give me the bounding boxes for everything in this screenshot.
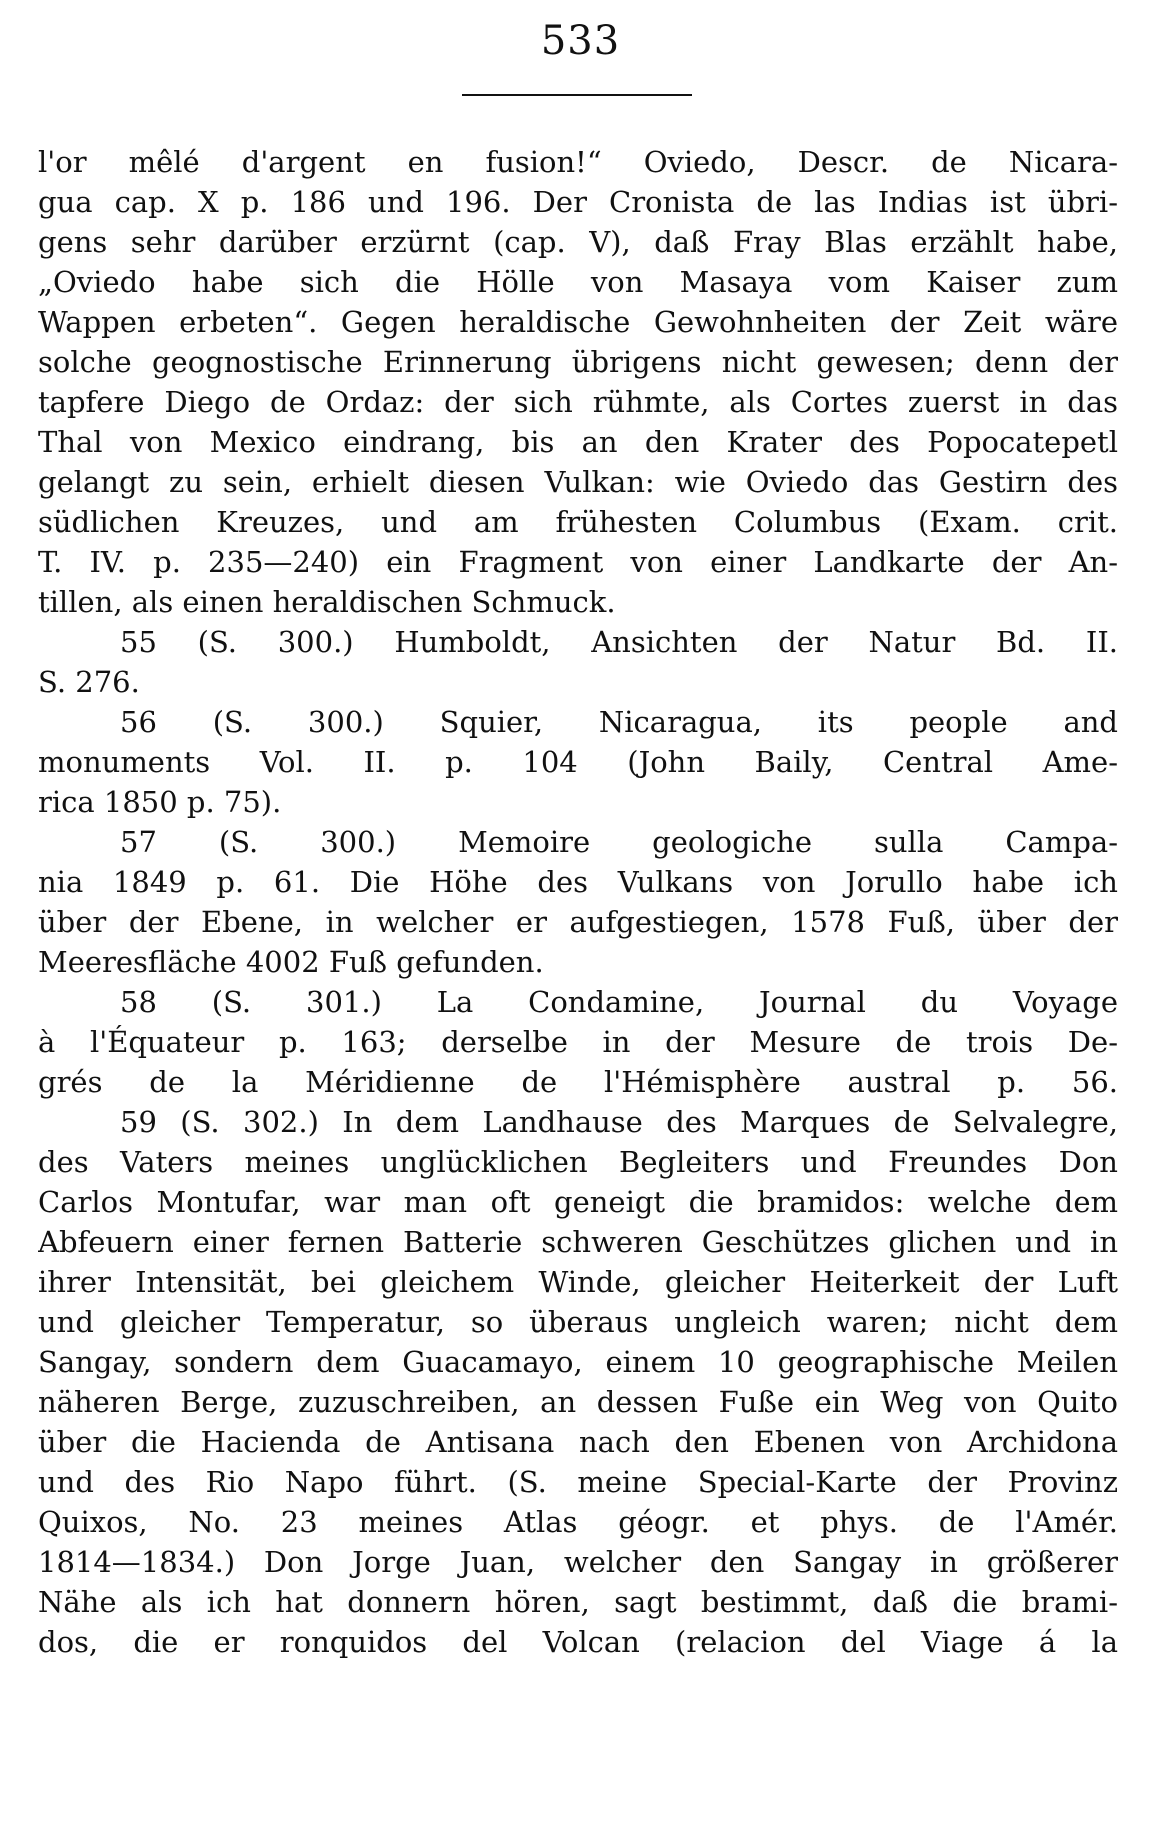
text-line: gua cap. X p. 186 und 196. Der Cronista de las Indias ist übri- xyxy=(38,185,1118,219)
text-line: ihrer Intensität, bei gleichem Winde, gleicher Heiterkeit der Luft xyxy=(38,1265,1118,1299)
footnote-55-line: 55 (S. 300.) Humboldt, Ansichten der Natur Bd. II. xyxy=(120,625,1118,659)
text-line: rica 1850 p. 75). xyxy=(38,785,282,819)
text-line: gelangt zu sein, erhielt diesen Vulkan: wie Oviedo das Gestirn des xyxy=(38,465,1118,499)
text-line: und gleicher Temperatur, so überaus ungleich waren; nicht dem xyxy=(38,1305,1118,1339)
text-line: nia 1849 p. 61. Die Höhe des Vulkans von Jorullo habe ich xyxy=(38,865,1118,899)
text-line: des Vaters meines unglücklichen Begleiters und Freundes Don xyxy=(38,1145,1118,1179)
text-line: S. 276. xyxy=(38,665,140,699)
text-line: dos, die er ronquidos del Volcan (relacion del Viage á la xyxy=(38,1625,1118,1659)
text-line: näheren Berge, zuzuschreiben, an dessen Fuße ein Weg von Quito xyxy=(38,1385,1118,1419)
text-line: à l'Équateur p. 163; derselbe in der Mesure de trois De- xyxy=(38,1025,1118,1059)
text-line: Wappen erbeten“. Gegen heraldische Gewohnheiten der Zeit wäre xyxy=(38,305,1118,339)
text-line: 1814—1834.) Don Jorge Juan, welcher den Sangay in größerer xyxy=(38,1545,1118,1579)
footnote-58-line: 58 (S. 301.) La Condamine, Journal du Voyage xyxy=(120,985,1118,1019)
text-line: Sangay, sondern dem Guacamayo, einem 10 geographische Meilen xyxy=(38,1345,1118,1379)
text-line: tapfere Diego de Ordaz: der sich rühmte, als Cortes zuerst in das xyxy=(38,385,1118,419)
text-line: Meeresfläche 4002 Fuß gefunden. xyxy=(38,945,544,979)
text-line: über der Ebene, in welcher er aufgestiegen, 1578 Fuß, über der xyxy=(38,905,1118,939)
text-line: grés de la Méridienne de l'Hémisphère austral p. 56. xyxy=(38,1065,1118,1099)
footnote-text xyxy=(38,142,1118,1662)
text-line: tillen, als einen heraldischen Schmuck. xyxy=(38,585,616,619)
text-line: „Oviedo habe sich die Hölle von Masaya vom Kaiser zum xyxy=(38,265,1118,299)
text-line: solche geognostische Erinnerung übrigens nicht gewesen; denn der xyxy=(38,345,1118,379)
header-rule xyxy=(462,94,692,96)
text-line: Abfeuern einer fernen Batterie schweren Geschützes glichen und in xyxy=(38,1225,1118,1259)
text-line: Carlos Montufar, war man oft geneigt die bramidos: welche dem xyxy=(38,1185,1118,1219)
text-line: über die Hacienda de Antisana nach den Ebenen von Archidona xyxy=(38,1425,1118,1459)
text-line: Thal von Mexico eindrang, bis an den Krater des Popocatepetl xyxy=(38,425,1118,459)
text-line: und des Rio Napo führt. (S. meine Special-Karte der Provinz xyxy=(38,1465,1118,1499)
text-line: Quixos, No. 23 meines Atlas géogr. et phys. de l'Amér. xyxy=(38,1505,1118,1539)
text-line: Nähe als ich hat donnern hören, sagt bestimmt, daß die brami- xyxy=(38,1585,1118,1619)
page-number: 533 xyxy=(540,18,621,64)
footnote-56-line: 56 (S. 300.) Squier, Nicaragua, its people and xyxy=(120,705,1118,739)
text-line: monuments Vol. II. p. 104 (John Baily, Central Ame- xyxy=(38,745,1118,779)
text-line: l'or mêlé d'argent en fusion!“ Oviedo, Descr. de Nicara- xyxy=(38,145,1118,179)
text-line: südlichen Kreuzes, und am frühesten Columbus (Exam. crit. xyxy=(38,505,1118,539)
footnote-59-line: 59 (S. 302.) In dem Landhause des Marques de Selvalegre, xyxy=(120,1105,1118,1139)
text-line: T. IV. p. 235—240) ein Fragment von einer Landkarte der An- xyxy=(38,545,1118,579)
text-line: gens sehr darüber erzürnt (cap. V), daß Fray Blas erzählt habe, xyxy=(38,225,1118,259)
footnote-57-line: 57 (S. 300.) Memoire geologiche sulla Campa- xyxy=(120,825,1118,859)
